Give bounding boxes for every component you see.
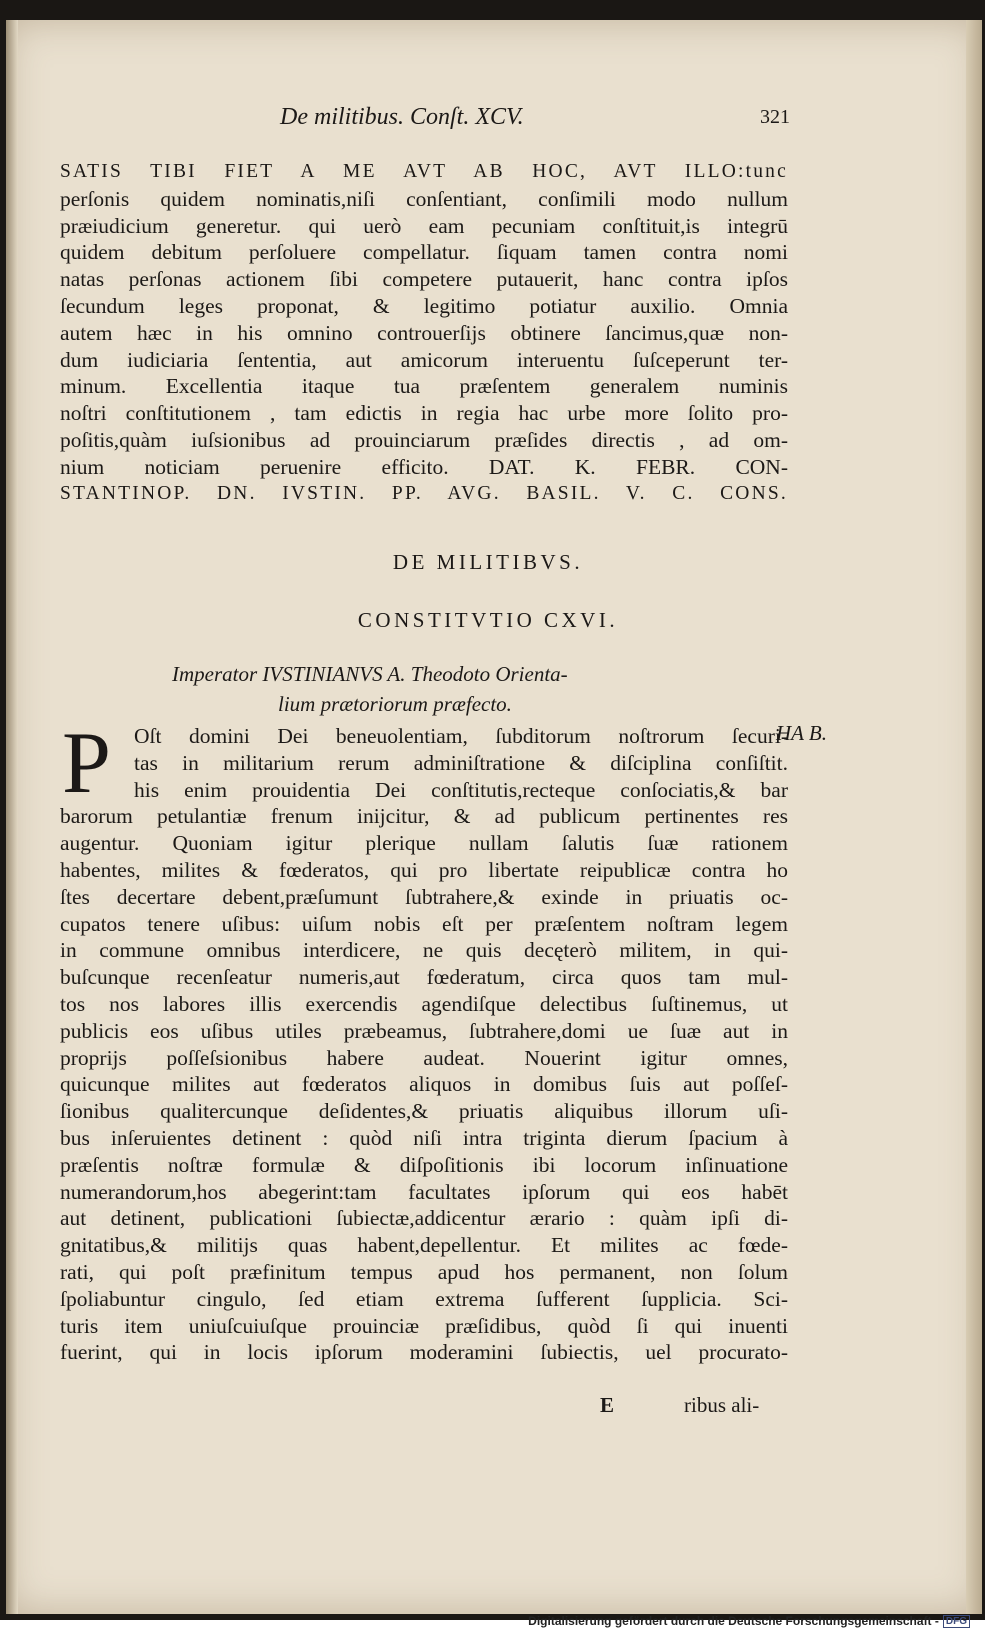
text-line: augentur. Quoniam igitur plerique nullam ſalutis ſuæ rationem — [60, 831, 788, 856]
text-line: numerandorum,hos abegerint:tam facultates ipſorum qui eos habēt — [60, 1179, 788, 1204]
footer-text: Digitalisierung gefördert durch die Deutsche Forschungsgemeinschaft - — [528, 1614, 939, 1628]
text-line: præiudicium generetur. qui uerò eam pecuniam conſtituit,is integrū — [60, 213, 788, 238]
text-line: præſentis noſtræ formulæ & diſpoſitionis ibi locorum inſinuatione — [60, 1152, 788, 1177]
text-line: in commune omnibus interdicere, ne quis decęterò militem, in qui- — [60, 938, 788, 963]
drop-cap: P — [62, 715, 111, 812]
text-line: natas perſonas actionem ſibi competere putauerit, hanc contra ipſos — [60, 267, 788, 292]
text-line: publicis eos uſibus utiles præbeamus, ſubtrahere,domi ue ſuæ aut in — [60, 1018, 788, 1043]
intro-line-1: Imperator IVSTINIANVS A. Theodoto Orienta- — [172, 662, 568, 686]
text-line: noſtri conſtitutionem , tam edictis in regia hac urbe more ſolito pro- — [60, 401, 788, 426]
text-line: dum iudiciaria ſententia, aut amicorum interuentu ſuſceperunt ter- — [60, 347, 788, 372]
text-line: SATIS TIBI FIET A ME AVT AB HOC, AVT ILLO:tunc — [60, 161, 788, 182]
text-line: tas in militarium rerum adminiſtratione & diſciplina conſiſtit. — [134, 750, 788, 775]
text-line: rati, qui poſt præfinitum tempus apud hos permanent, non ſolum — [60, 1260, 788, 1284]
text-line: proprijs poſſeſsionibus habere audeat. Nouerint igitur omnes, — [60, 1045, 788, 1070]
signature-mark: E — [600, 1393, 615, 1417]
text-line: perſonis quidem nominatis,niſi conſentiant, conſimili modo nullum — [60, 186, 788, 211]
text-line: ſionibus qualitercunque deſidentes,& priuatis aliquibus illorum uſi- — [60, 1099, 788, 1124]
text-line: STANTINOP. DN. IVSTIN. PP. AVG. BASIL. V. C. CONS. — [60, 482, 788, 504]
text-line: bus inſeruientes detinent : quòd niſi intra triginta dierum ſpacium à — [60, 1126, 788, 1150]
text-line: aut detinent, publicationi ſubiectæ,addicentur ærario : quàm ipſi di- — [60, 1206, 788, 1231]
page-number: 321 — [760, 106, 790, 128]
marginal-note: HA B. — [776, 721, 827, 745]
text-line: barorum petulantiæ frenum inijcitur, & ad publicum pertinentes res — [60, 804, 788, 829]
text-line: fuerint, qui in locis ipſorum moderamini ſubiectis, uel procurato- — [60, 1340, 788, 1365]
text-line: ſecundum leges proponat, & legitimo potiatur auxilio. Omnia — [60, 294, 788, 318]
text-line: autem hæc in his omnino controuerſijs obtinere ſancimus,quæ non- — [60, 320, 788, 345]
dfg-logo: DFG — [943, 1615, 970, 1628]
text-line: ſtes decertare debent,præſumunt ſubtrahere,& exinde in priuatis oc- — [60, 884, 788, 909]
constitution-number: CONSTITVTIO CXVI. — [357, 608, 619, 632]
section-title: DE MILITIBVS. — [392, 550, 584, 574]
text-line: cupatos tenere uſibus: uiſum nobis eſt per præſentem noſtram legem — [60, 911, 788, 936]
text-line: minum. Excellentia itaque tua præſentem generalem numinis — [60, 374, 788, 399]
text-line: his enim prouidentia Dei conſtitutis,recteque conſociatis,& bar — [134, 777, 788, 802]
running-head-title: De militibus. Conſt. XCV. — [280, 104, 524, 130]
text-line: habentes, milites & fœderatos, qui pro libertate reipublicæ contra ho — [60, 858, 788, 882]
text-line: tos nos labores illis exercendis agendiſque delectibus ſuſtinemus, ut — [60, 992, 788, 1016]
text-line: quicunque milites aut fœderatos aliquos in domibus ſuis aut poſſeſ- — [60, 1072, 788, 1097]
page-edge — [966, 20, 982, 1614]
text-line: poſitis,quàm iuſsionibus ad prouinciarum præſides directis , ad om- — [60, 428, 788, 452]
running-head — [280, 104, 790, 144]
digitization-footer — [528, 1614, 970, 1628]
intro-line-2: lium prætoriorum præfecto. — [278, 692, 512, 716]
text-line: ſpoliabuntur cingulo, ſed etiam extrema ſufferent ſupplicia. Sci- — [60, 1286, 788, 1311]
text-line: nium noticiam peruenire efficito. DAT. K. FEBR. CON- — [60, 454, 788, 479]
text-line: turis item uniuſcuiuſque prouinciæ præſidibus, quòd ſi qui inuenti — [60, 1313, 788, 1338]
text-line: Oſt domini Dei beneuolentiam, ſubditorum noſtrorum ſecuri- — [134, 724, 788, 748]
catchword: ribus ali- — [684, 1393, 760, 1417]
text-line: quidem debitum perſoluere compellatur. ſiquam tamen contra nomi — [60, 240, 788, 265]
text-line: gnitatibus,& militijs quas habent,depellentur. Et milites ac fœde- — [60, 1233, 788, 1258]
page-gutter — [6, 20, 18, 1614]
text-line: buſcunque recenſeatur numeris,aut fœderatum, circa quos tam mul- — [60, 965, 788, 990]
